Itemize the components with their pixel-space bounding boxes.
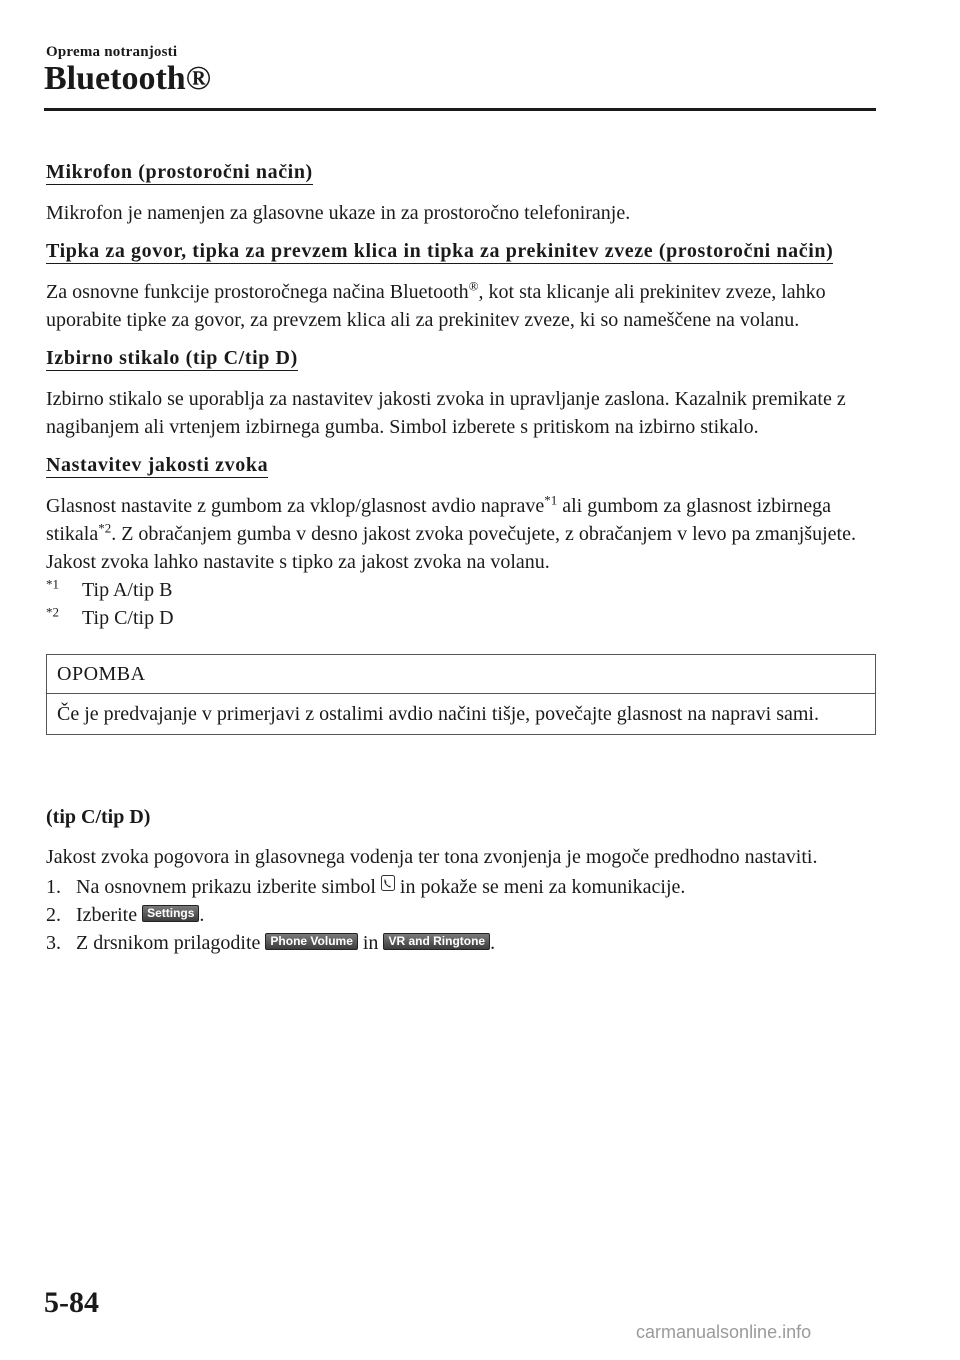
text-run: Za osnovne funkcije prostoročnega načina Bluetooth (46, 281, 469, 303)
vr-ringtone-button-label: VR and Ringtone (383, 933, 490, 950)
section-text: Jakost zvoka lahko nastavite s tipko za jakost zvoka na volanu. (46, 551, 550, 573)
step-text: Izberite (76, 904, 143, 926)
note-text: Če je predvajanje v primerjavi z ostalimi avdio načini tišje, povečajte glasnost na napravi sami. (57, 703, 819, 725)
steps-list (46, 871, 876, 957)
settings-button-label: Settings (142, 905, 199, 922)
subsection-text: Jakost zvoka pogovora in glasovnega vodenja ter tona zvonjenja je mogoče predhodno nastaviti. (46, 846, 818, 868)
section-text (46, 278, 876, 334)
note-box (46, 654, 876, 735)
section-volume (46, 451, 876, 482)
phone-icon (381, 871, 395, 887)
section-heading: Tipka za govor, tipka za prevzem klica in tipka za prekinitev zveze (prostoročni način) (46, 240, 834, 262)
footnote-text: Tip C/tip D (82, 607, 174, 629)
section-text: Mikrofon je namenjen za glasovne ukaze in za prostoročno telefoniranje. (46, 202, 631, 224)
step-number: 3. (46, 932, 61, 954)
step-text: . (199, 904, 205, 926)
footnote (46, 576, 876, 604)
list-item (46, 929, 876, 957)
section-label: Oprema notranjosti (46, 44, 178, 60)
phone-volume-button-label: Phone Volume (265, 933, 357, 950)
step-text: Z drsnikom prilagodite (76, 932, 266, 954)
page-number: 5-84 (44, 1286, 99, 1319)
step-number: 1. (46, 876, 61, 898)
subsection-heading: (tip C/tip D) (46, 806, 151, 828)
step-text: . (490, 932, 496, 954)
registered-mark: ® (468, 278, 479, 294)
text-run: Glasnost nastavite z gumbom za vklop/glasnost avdio naprave (46, 495, 545, 517)
section-talk-buttons (46, 237, 876, 268)
section-text: Izbirno stikalo se uporablja za nastavitev jakosti zvoka in upravljanje zaslona. Kazalnik premikate z nagibanjem ali vrtenjem izbirnega gumba. Simbol izberete s pritiskom na izbirno stikalo. (46, 388, 846, 438)
section-text (46, 492, 876, 548)
footnote-mark: *1 (46, 576, 59, 592)
page-content (46, 158, 876, 957)
step-text: in pokaže se meni za komunikacije. (394, 876, 686, 898)
footnote (46, 604, 876, 632)
text-run: ali gumbom za glasnost izbirnega stikala (46, 495, 832, 545)
page-title: Bluetooth® (44, 60, 212, 97)
text-run: . Z obračanjem gumba v desno jakost zvoka povečujete, z obračanjem v levo pa zmanjšujete. (111, 523, 856, 545)
footnote-text: Tip A/tip B (82, 579, 173, 601)
footnote-ref: *1 (544, 492, 558, 508)
section-heading: Mikrofon (prostoročni način) (46, 161, 313, 183)
step-text: Na osnovnem prikazu izberite simbol (76, 876, 381, 898)
watermark: carmanualsonline.info (636, 1322, 812, 1342)
footnote-ref: *2 (98, 520, 112, 536)
step-number: 2. (46, 904, 61, 926)
list-item (46, 871, 876, 901)
footnote-mark: *2 (46, 604, 59, 620)
section-commander-switch (46, 344, 876, 375)
section-heading: Nastavitev jakosti zvoka (46, 454, 269, 476)
section-microphone (46, 158, 876, 189)
section-heading: Izbirno stikalo (tip C/tip D) (46, 347, 298, 369)
note-title: OPOMBA (47, 655, 875, 694)
list-item (46, 901, 876, 929)
title-rule (44, 108, 876, 111)
text-run: , kot sta klicanje ali prekinitev zveze, lahko uporabite tipke za govor, za prevzem klica ali za prekinitev zveze, ki so nameščene na volanu. (46, 281, 826, 331)
step-text: in (357, 932, 384, 954)
